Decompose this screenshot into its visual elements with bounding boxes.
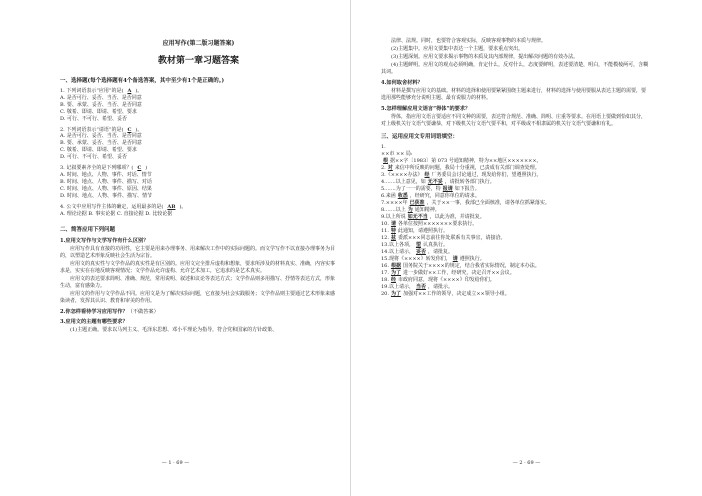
short-answer-list-cont xyxy=(381,79,650,128)
fill-in-answer: 无不妥 xyxy=(427,179,443,185)
question-text-end: )。 xyxy=(135,126,143,133)
section-heading-choice: 一、选择题(每个选择题有4个备选答案，其中至少有1个是正确的。) xyxy=(60,78,225,84)
fill-in-line xyxy=(381,186,650,193)
answer-option: B. 时间、地点、人物、事件、描写、对话 xyxy=(60,178,152,185)
fill-in-answer: 妥否 xyxy=(415,249,426,255)
paragraph: (4)主题鲜明。应用文的观点必须明确，肯定什么，反对什么，态度要鲜明，表述要清楚，明白，不能模棱两可，含糊其词。 xyxy=(381,62,649,75)
fill-in-prefix: 6.来函 xyxy=(381,193,396,199)
fill-in-suffix: 通知精神。 xyxy=(414,207,440,213)
fill-in-prefix: 2. xyxy=(381,165,386,171)
fill-in-prefix: ××市 ×× 局: xyxy=(381,151,413,157)
paragraph: (2)主题集中。应用文要集中表达一个主题，要求重点突出。 xyxy=(391,46,524,52)
answer-option: C. 时间、地点、人物、事件、原因、结果 xyxy=(60,185,152,192)
fill-in-prefix: 9.以上所说 xyxy=(381,214,406,220)
paragraph: 应用写作具有直接的功用性，它主要是用来办理事务、用来解决工作中的实际问题的。而文学写作不以直接办理事务为目的，以塑造艺术形象反映社会生活为宗旨。 xyxy=(60,246,336,260)
fill-in-prefix: 5.……为了一一的需要，特 xyxy=(381,186,441,192)
subsection-title xyxy=(60,308,337,315)
question-stem xyxy=(60,204,337,211)
fill-in-answer: 请 xyxy=(452,256,458,262)
fill-in-suffix: 此通知，请遵照执行。 xyxy=(397,228,448,234)
fill-in-prefix: 7.××××年 xyxy=(381,200,408,206)
fill-in-answer: 已获准 xyxy=(409,200,425,206)
section-heading-short-answer: 二、简答应用下列问题 xyxy=(60,227,116,234)
continued-text xyxy=(381,38,650,76)
page-footer-left: — 1 · 69 — xyxy=(161,460,190,466)
question-stem xyxy=(60,165,337,172)
fill-in-line xyxy=(381,200,650,207)
answer-option: D. 可行、不可行、希望、妥否 xyxy=(60,115,128,122)
paragraph: 应用文的作用与文学作品不同。应用文是为了解决实际问题，它直接为社会实践服务；文学作品则主要通过艺术形象来感染读者，发挥其认识、教育和审美的作用。 xyxy=(60,291,336,305)
fill-in-line xyxy=(381,179,650,186)
subsection-title xyxy=(60,237,337,244)
fill-in-suffix: ，请批示。 xyxy=(427,284,453,290)
fill-in-line xyxy=(381,221,650,228)
fill-in-prefix: 18. xyxy=(381,277,389,283)
answer-option: B. 要、承蒙、妥否、当否、是否同意 xyxy=(60,101,142,108)
fill-in-suffix: ，以此为准，并请批复。 xyxy=(429,214,485,220)
fill-in-answer: 对 xyxy=(387,165,393,171)
right-page xyxy=(351,0,702,496)
subsection-title: 5.怎样理解应用文语言“得体”的要求？ xyxy=(381,106,471,112)
page-footer-right: — 2 · 69 — xyxy=(512,460,541,466)
fill-in-suffix: 委派×××同志前往你处联系有关事宜，请接洽。 xyxy=(397,235,506,241)
answer-mark: C xyxy=(137,165,142,172)
paragraph: 材料是撰写应用文的基础。材料的选择和使用要紧紧围绕主题来进行，材料的选择与使用要服从表达主题的需要，要选用那些能够充分说明主题、最有说服力的材料。 xyxy=(381,88,647,101)
paragraph: 应用文的表达要求简明、准确、规范，常用说明、叙述和议论等表达方式；文学作品则多用描写、抒情等表达方式，形象生动，富有感染力。 xyxy=(60,276,336,290)
spacer xyxy=(60,217,337,221)
subsection-title-text: 1.应用文写作与文学写作有什么区别？ xyxy=(60,238,149,245)
fill-in-answer: 经 xyxy=(390,277,396,283)
fill-in-suffix: ，请批复。 xyxy=(427,249,453,255)
fill-in-prefix: 17. xyxy=(381,270,389,276)
subsection-title-text: 3.应用文的主题有哪些要求？ xyxy=(60,319,128,326)
section-heading-fill-in: 三、运用应用文专用词语填空： xyxy=(381,134,459,140)
fill-in-suffix: ，关于××一事，我部已全面核准，请各单位抓紧落实。 xyxy=(426,200,550,206)
fill-in-answer: 为了 xyxy=(390,291,401,297)
paragraph: 法律、法规。同时，也要符合客观实际，反映客观事物的本质与规律。 xyxy=(391,38,547,44)
fill-in-suffix: 认真执行。 xyxy=(422,242,448,248)
fill-in-line xyxy=(381,263,650,270)
fill-in-prefix: 10. xyxy=(381,221,389,227)
fill-in-prefix: 13.以上各项， xyxy=(381,242,414,248)
answer-option: A. 理论论据 B. 事实论据 C. 直接论据 D. 比较论据 xyxy=(60,210,173,217)
answer-option: A. 是否可行、妥否、当否、是否同意 xyxy=(60,94,142,101)
subsection-title xyxy=(60,318,337,325)
paragraph: 得体，指应用文语言要适应不同文种的需要，表达符合规范、准确、简明、庄重等要求。在用语上要做到恰如其分，对上级机关行文语气要谦恭，对下级机关行文语气要平和，对平级或不相隶属的机关行文语气要谦和有礼。 xyxy=(381,114,647,127)
fill-in-line xyxy=(381,277,650,284)
fill-in-suffix: 如下报告。 xyxy=(454,186,480,192)
fill-in-suffix: 进一步做好××工作，经研究，决定召开××会议。 xyxy=(402,270,515,276)
fill-in-suffix: 遵照执行。 xyxy=(459,256,485,262)
fill-in-line xyxy=(381,158,650,165)
question-stem xyxy=(60,88,337,95)
fill-in-suffix: 厂务委员会讨论通过，现发给你们，望遵照执行。 xyxy=(431,172,542,178)
fill-in-answer: 请 xyxy=(390,221,396,227)
fill-in-line xyxy=(381,256,650,263)
fill-in-answer: 兹 xyxy=(390,235,396,241)
fill-in-suffix: ，请批转各部门执行。 xyxy=(444,179,495,185)
question-text-end: )。 xyxy=(179,203,187,210)
fill-in-answer: 如无不当 xyxy=(407,214,428,220)
fill-in-answer: 收悉 xyxy=(397,193,408,199)
question-text-end: )。 xyxy=(135,88,143,94)
answer-option: A. 时间、地点、人物、事件、对话、情节 xyxy=(60,171,152,178)
fill-in-prefix: 19.以上请示， xyxy=(381,284,414,290)
fill-in-line xyxy=(381,291,650,298)
answer-option: C. 敬希、即请、即请、希望、要求 xyxy=(60,147,137,154)
fill-in-line xyxy=(381,284,650,291)
answer-option: C. 敬希、即请、即请、希望、要求 xyxy=(60,108,137,115)
answer-mark: A xyxy=(127,88,132,94)
question-text: 3. 记叙要素齐全的是下列哪项？( xyxy=(60,165,134,172)
answer-option: A. 是否可行、妥否、当否、是否同意 xyxy=(60,133,142,140)
fill-in-answer: 望 xyxy=(415,242,421,248)
question-text: 2. 下列词语表示“请语”的是( xyxy=(60,126,124,133)
fill-in-list xyxy=(381,144,650,298)
subsection-note: （不做答案） xyxy=(127,309,159,316)
answer-option: D. 可行、不可行、希望、妥否 xyxy=(60,154,128,161)
fill-in-line xyxy=(381,165,650,172)
fill-in-line xyxy=(381,214,650,221)
fill-in-line xyxy=(381,228,650,235)
fill-in-suffix: 市政府同意，现将《××××》印发给你们。 xyxy=(397,277,495,283)
fill-in-prefix: 12. xyxy=(381,235,389,241)
question-list xyxy=(60,88,337,221)
fill-in-answer: 特 xyxy=(390,228,396,234)
fill-in-answer: 经 xyxy=(424,172,430,178)
paragraph: 应用文的真实性与文学作品的真实性是有区别的。应用文完全排斥虚构和想象，要求所涉及的材料真实、准确，内容实事求是，实实在在地反映客观情况；文学作品允许虚构、允许艺术加工，它追求的是艺术真实。 xyxy=(60,261,336,275)
fill-in-suffix: ，经研究，同意你单位的请求。 xyxy=(409,193,480,199)
fill-in-line xyxy=(381,144,650,151)
fill-in-prefix: 8.……以上 xyxy=(381,207,406,213)
fill-in-suffix: 加强对××工作的领导，决定成立××领导小组。 xyxy=(402,291,510,297)
fill-in-answer: 报请 xyxy=(442,186,453,192)
fill-in-answer: 根 xyxy=(383,158,389,164)
fill-in-suffix: 来信中所反映的问题，我局十分重视，已责成有关部门调查处理。 xyxy=(394,165,540,171)
fill-in-answer: 根据 xyxy=(390,263,401,269)
answer-mark: C xyxy=(127,126,132,133)
fill-in-prefix: 3.《××××办法》 xyxy=(381,172,423,178)
fill-in-prefix: 1. xyxy=(381,144,386,150)
paragraph: (3)主题深刻。应用文要求揭示事物的本质及其内部规律，提出解决问题的有效办法。 xyxy=(391,54,579,60)
question-text-end: ) xyxy=(145,165,148,172)
fill-in-line xyxy=(381,242,650,249)
answer-option: D. 时间、地点、人物、事件、描写、情节 xyxy=(60,192,153,199)
document-title: 应用写作(第二版习题答案) xyxy=(162,40,235,47)
fill-in-prefix: 11. xyxy=(381,228,389,234)
fill-in-line xyxy=(381,270,650,277)
answer-mark: AB xyxy=(167,203,176,210)
fill-in-line xyxy=(381,193,650,200)
question-text: 4. 公文中应用写作主体的确定，运用最多的是( xyxy=(60,203,164,210)
fill-in-prefix: 4.……以上意见，如 xyxy=(381,179,426,185)
fill-in-answer: 为 xyxy=(407,207,413,213)
answer-option: B. 要、承蒙、妥否、当否、是否同意 xyxy=(60,140,142,147)
subsection-title-text: 2.你怎样看待学习应用写作？ xyxy=(60,309,128,316)
fill-in-answer: 为了 xyxy=(390,270,401,276)
fill-in-prefix: 16. xyxy=(381,263,389,269)
fill-in-suffix: 各单位按照×××××××要求执行。 xyxy=(397,221,478,227)
fill-in-line xyxy=(381,151,650,158)
fill-in-line xyxy=(381,235,650,242)
subsection-title: 4.如何取舍材料？ xyxy=(381,80,423,86)
fill-in-suffix: 国务院关于××××的规定，结合我省实际情况，制定本办法。 xyxy=(402,263,540,269)
fill-in-line xyxy=(381,172,650,179)
chapter-title: 教材第一章习题答案 xyxy=(157,56,239,66)
short-answer-list xyxy=(60,237,337,334)
fill-in-prefix: 15.现将《××××》转发你们， xyxy=(381,256,451,262)
fill-in-line xyxy=(381,249,650,256)
paragraph: (1)主题正确。要求以马列主义、毛泽东思想、邓小平理论为指导，符合党和国家的方针政策、 xyxy=(70,327,278,334)
fill-in-prefix: 14.以上请示， xyxy=(381,249,414,255)
question-text: 1. 下列词语表示“应用”的是( xyxy=(60,88,124,94)
fill-in-answer: 当否 xyxy=(415,284,426,290)
fill-in-prefix: 20. xyxy=(381,291,389,297)
fill-in-suffix: 据××字〔1983〕第 073 号通知精神，特为××地区×××××××。 xyxy=(390,158,542,164)
fill-in-line xyxy=(381,207,650,214)
